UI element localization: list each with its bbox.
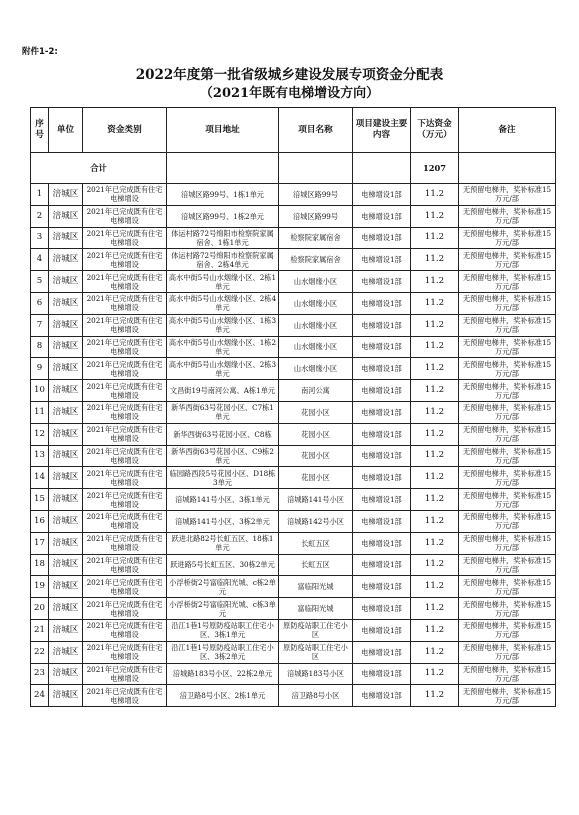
table-row — [31, 641, 556, 663]
cell-content: 电梯增设1部 — [353, 641, 411, 663]
cell-seq: 9 — [31, 358, 49, 380]
cell-name: 富临阳光城 — [279, 598, 353, 620]
cell-seq: 24 — [31, 685, 49, 707]
cell-amount: 11.2 — [411, 184, 459, 206]
total-amount: 1207 — [411, 153, 459, 184]
cell-note: 无预留电梯井，奖补标准15万元/部 — [459, 554, 556, 576]
cell-note: 无预留电梯井，奖补标准15万元/部 — [459, 184, 556, 206]
cell-seq: 13 — [31, 445, 49, 467]
cell-unit: 涪城区 — [49, 314, 83, 336]
cell-name: 长虹五区 — [279, 532, 353, 554]
cell-seq: 21 — [31, 619, 49, 641]
cell-address: 沿江1巷1号原防疫站职工住宅小区、3栋2单元 — [167, 641, 279, 663]
cell-address: 高水中街5号山水烟缘小区、2栋4单元 — [167, 292, 279, 314]
cell-amount: 11.2 — [411, 685, 459, 707]
cell-note: 无预留电梯井，奖补标准15万元/部 — [459, 358, 556, 380]
cell-address: 高水中街5号山水烟缘小区、2栋3单元 — [167, 358, 279, 380]
cell-seq: 1 — [31, 184, 49, 206]
cell-unit: 涪城区 — [49, 445, 83, 467]
cell-content: 电梯增设1部 — [353, 227, 411, 249]
cell-content: 电梯增设1部 — [353, 336, 411, 358]
cell-content: 电梯增设1部 — [353, 249, 411, 271]
cell-amount: 11.2 — [411, 292, 459, 314]
cell-amount: 11.2 — [411, 271, 459, 293]
cell-unit: 涪城区 — [49, 467, 83, 489]
cell-name: 原防疫站职工住宅小区 — [279, 619, 353, 641]
cell-content: 电梯增设1部 — [353, 205, 411, 227]
cell-unit: 涪城区 — [49, 423, 83, 445]
cell-note: 无预留电梯井，奖补标准15万元/部 — [459, 641, 556, 663]
cell-name: 检察院家属宿舍 — [279, 227, 353, 249]
cell-address: 跃进北路82号长虹五区、18栋1单元 — [167, 532, 279, 554]
table-row — [31, 249, 556, 271]
cell-address: 体运村路72号绵阳市检察院家属宿舍、1栋1单元 — [167, 227, 279, 249]
table-row — [31, 184, 556, 206]
cell-content: 电梯增设1部 — [353, 467, 411, 489]
cell-content: 电梯增设1部 — [353, 314, 411, 336]
cell-seq: 22 — [31, 641, 49, 663]
cell-category: 2021年已完成既有住宅电梯增设 — [83, 205, 167, 227]
cell-note: 无预留电梯井，奖补标准15万元/部 — [459, 663, 556, 685]
cell-content: 电梯增设1部 — [353, 292, 411, 314]
cell-amount: 11.2 — [411, 336, 459, 358]
cell-amount: 11.2 — [411, 576, 459, 598]
attachment-label: 附件1-2: — [22, 47, 58, 57]
cell-name: 花园小区 — [279, 445, 353, 467]
cell-amount: 11.2 — [411, 554, 459, 576]
cell-address: 小浮桥街2号富临阳光城、c栋2单元 — [167, 576, 279, 598]
cell-note: 无预留电梯井，奖补标准15万元/部 — [459, 532, 556, 554]
cell-seq: 4 — [31, 249, 49, 271]
cell-address: 文昌街19号南河公寓、A栋1单元 — [167, 380, 279, 402]
cell-unit: 涪城区 — [49, 227, 83, 249]
cell-address: 临园路西段5号花园小区、D18栋3单元 — [167, 467, 279, 489]
cell-note: 无预留电梯井，奖补标准15万元/部 — [459, 336, 556, 358]
cell-note: 无预留电梯井，奖补标准15万元/部 — [459, 314, 556, 336]
cell-category: 2021年已完成既有住宅电梯增设 — [83, 685, 167, 707]
cell-content: 电梯增设1部 — [353, 423, 411, 445]
cell-note: 无预留电梯井，奖补标准15万元/部 — [459, 205, 556, 227]
header-name: 项目名称 — [279, 108, 353, 153]
cell-name: 长虹五区 — [279, 554, 353, 576]
cell-category: 2021年已完成既有住宅电梯增设 — [83, 576, 167, 598]
cell-amount: 11.2 — [411, 445, 459, 467]
cell-unit: 涪城区 — [49, 292, 83, 314]
cell-name: 山水烟缘小区 — [279, 271, 353, 293]
cell-address: 新华西街63号花园小区、C8栋 — [167, 423, 279, 445]
cell-address: 涪城区路99号、1栋1单元 — [167, 184, 279, 206]
cell-unit: 涪城区 — [49, 380, 83, 402]
document-title: 2022年度第一批省级城乡建设发展专项资金分配表 — [135, 67, 444, 83]
total-row — [31, 153, 556, 184]
header-seq: 序号 — [31, 108, 49, 153]
cell-content: 电梯增设1部 — [353, 401, 411, 423]
table-row — [31, 510, 556, 532]
cell-category: 2021年已完成既有住宅电梯增设 — [83, 314, 167, 336]
cell-unit: 涪城区 — [49, 271, 83, 293]
cell-category: 2021年已完成既有住宅电梯增设 — [83, 619, 167, 641]
cell-amount: 11.2 — [411, 641, 459, 663]
cell-category: 2021年已完成既有住宅电梯增设 — [83, 663, 167, 685]
cell-amount: 11.2 — [411, 401, 459, 423]
table-row — [31, 336, 556, 358]
total-empty-cell — [279, 153, 353, 184]
table-row — [31, 423, 556, 445]
cell-name: 涪城区路99号 — [279, 184, 353, 206]
cell-content: 电梯增设1部 — [353, 532, 411, 554]
cell-note: 无预留电梯井，奖补标准15万元/部 — [459, 227, 556, 249]
cell-seq: 6 — [31, 292, 49, 314]
table-row — [31, 205, 556, 227]
cell-name: 原防疫站职工住宅小区 — [279, 641, 353, 663]
cell-category: 2021年已完成既有住宅电梯增设 — [83, 423, 167, 445]
cell-note: 无预留电梯井，奖补标准15万元/部 — [459, 467, 556, 489]
cell-address: 小浮桥街2号富临阳光城、c栋3单元 — [167, 598, 279, 620]
cell-category: 2021年已完成既有住宅电梯增设 — [83, 510, 167, 532]
table-row — [31, 380, 556, 402]
cell-content: 电梯增设1部 — [353, 619, 411, 641]
table-row — [31, 227, 556, 249]
cell-address: 涪卫路8号小区、2栋1单元 — [167, 685, 279, 707]
cell-category: 2021年已完成既有住宅电梯增设 — [83, 271, 167, 293]
cell-address: 新华西街63号花园小区、C7栋1单元 — [167, 401, 279, 423]
cell-category: 2021年已完成既有住宅电梯增设 — [83, 249, 167, 271]
cell-name: 花园小区 — [279, 467, 353, 489]
cell-unit: 涪城区 — [49, 358, 83, 380]
cell-name: 山水烟缘小区 — [279, 358, 353, 380]
cell-amount: 11.2 — [411, 532, 459, 554]
cell-content: 电梯增设1部 — [353, 663, 411, 685]
cell-unit: 涪城区 — [49, 663, 83, 685]
cell-address: 高水中街5号山水烟缘小区、1栋3单元 — [167, 314, 279, 336]
cell-seq: 23 — [31, 663, 49, 685]
cell-unit: 涪城区 — [49, 641, 83, 663]
cell-unit: 涪城区 — [49, 619, 83, 641]
cell-amount: 11.2 — [411, 249, 459, 271]
cell-seq: 11 — [31, 401, 49, 423]
table-row — [31, 358, 556, 380]
cell-content: 电梯增设1部 — [353, 598, 411, 620]
table-row — [31, 401, 556, 423]
cell-content: 电梯增设1部 — [353, 576, 411, 598]
cell-unit: 涪城区 — [49, 401, 83, 423]
table-row — [31, 292, 556, 314]
cell-unit: 涪城区 — [49, 205, 83, 227]
cell-address: 沿江1巷1号原防疫站职工住宅小区、3栋1单元 — [167, 619, 279, 641]
cell-amount: 11.2 — [411, 227, 459, 249]
cell-address: 涪城路183号小区、22栋2单元 — [167, 663, 279, 685]
cell-category: 2021年已完成既有住宅电梯增设 — [83, 467, 167, 489]
total-empty-cell — [167, 153, 279, 184]
header-amount: 下达资金（万元） — [411, 108, 459, 153]
header-address: 项目地址 — [167, 108, 279, 153]
cell-amount: 11.2 — [411, 467, 459, 489]
allocation-table — [30, 107, 556, 707]
table-row — [31, 467, 556, 489]
cell-address: 涪城路141号小区、3栋2单元 — [167, 510, 279, 532]
cell-name: 涪城路142号小区 — [279, 510, 353, 532]
total-empty-cell — [459, 153, 556, 184]
table-row — [31, 663, 556, 685]
cell-name: 涪城路141号小区 — [279, 489, 353, 511]
cell-unit: 涪城区 — [49, 336, 83, 358]
cell-address: 涪城路141号小区、3栋1单元 — [167, 489, 279, 511]
table-row — [31, 271, 556, 293]
cell-note: 无预留电梯井，奖补标准15万元/部 — [459, 423, 556, 445]
cell-address: 体运村路72号绵阳市检察院家属宿舍、2栋4单元 — [167, 249, 279, 271]
total-empty-cell — [353, 153, 411, 184]
cell-seq: 17 — [31, 532, 49, 554]
table-row — [31, 314, 556, 336]
cell-address: 高水中街5号山水烟缘小区、2栋1单元 — [167, 271, 279, 293]
cell-unit: 涪城区 — [49, 576, 83, 598]
cell-category: 2021年已完成既有住宅电梯增设 — [83, 292, 167, 314]
cell-content: 电梯增设1部 — [353, 445, 411, 467]
cell-category: 2021年已完成既有住宅电梯增设 — [83, 227, 167, 249]
cell-name: 南河公寓 — [279, 380, 353, 402]
cell-content: 电梯增设1部 — [353, 184, 411, 206]
cell-unit: 涪城区 — [49, 685, 83, 707]
header-content: 项目建设主要内容 — [353, 108, 411, 153]
cell-note: 无预留电梯井，奖补标准15万元/部 — [459, 598, 556, 620]
table-row — [31, 619, 556, 641]
cell-category: 2021年已完成既有住宅电梯增设 — [83, 445, 167, 467]
table-row — [31, 685, 556, 707]
header-note: 备注 — [459, 108, 556, 153]
cell-seq: 18 — [31, 554, 49, 576]
cell-content: 电梯增设1部 — [353, 554, 411, 576]
table-row — [31, 554, 556, 576]
cell-name: 山水烟缘小区 — [279, 314, 353, 336]
cell-note: 无预留电梯井，奖补标准15万元/部 — [459, 249, 556, 271]
table-row — [31, 489, 556, 511]
cell-name: 山水烟缘小区 — [279, 336, 353, 358]
cell-name: 花园小区 — [279, 423, 353, 445]
header-unit: 单位 — [49, 108, 83, 153]
cell-note: 无预留电梯井，奖补标准15万元/部 — [459, 685, 556, 707]
cell-unit: 涪城区 — [49, 184, 83, 206]
cell-category: 2021年已完成既有住宅电梯增设 — [83, 358, 167, 380]
cell-category: 2021年已完成既有住宅电梯增设 — [83, 401, 167, 423]
cell-seq: 7 — [31, 314, 49, 336]
table-row — [31, 598, 556, 620]
cell-unit: 涪城区 — [49, 554, 83, 576]
cell-seq: 5 — [31, 271, 49, 293]
cell-address: 新华西街63号花园小区、C9栋2单元 — [167, 445, 279, 467]
cell-seq: 16 — [31, 510, 49, 532]
cell-note: 无预留电梯井，奖补标准15万元/部 — [459, 576, 556, 598]
cell-address: 高水中街5号山水烟缘小区、1栋2单元 — [167, 336, 279, 358]
cell-amount: 11.2 — [411, 314, 459, 336]
cell-amount: 11.2 — [411, 358, 459, 380]
cell-name: 富临阳光城 — [279, 576, 353, 598]
cell-category: 2021年已完成既有住宅电梯增设 — [83, 598, 167, 620]
table-row — [31, 576, 556, 598]
cell-content: 电梯增设1部 — [353, 510, 411, 532]
table-row — [31, 532, 556, 554]
cell-seq: 3 — [31, 227, 49, 249]
cell-category: 2021年已完成既有住宅电梯增设 — [83, 532, 167, 554]
cell-note: 无预留电梯井，奖补标准15万元/部 — [459, 271, 556, 293]
cell-amount: 11.2 — [411, 510, 459, 532]
cell-note: 无预留电梯井，奖补标准15万元/部 — [459, 510, 556, 532]
cell-amount: 11.2 — [411, 663, 459, 685]
cell-category: 2021年已完成既有住宅电梯增设 — [83, 554, 167, 576]
cell-content: 电梯增设1部 — [353, 685, 411, 707]
cell-note: 无预留电梯井，奖补标准15万元/部 — [459, 489, 556, 511]
cell-name: 涪城区路99号 — [279, 205, 353, 227]
cell-amount: 11.2 — [411, 380, 459, 402]
cell-category: 2021年已完成既有住宅电梯增设 — [83, 380, 167, 402]
cell-unit: 涪城区 — [49, 598, 83, 620]
cell-name: 涪卫路8号小区 — [279, 685, 353, 707]
cell-content: 电梯增设1部 — [353, 489, 411, 511]
cell-seq: 19 — [31, 576, 49, 598]
cell-address: 涪城区路99号、1栋2单元 — [167, 205, 279, 227]
cell-category: 2021年已完成既有住宅电梯增设 — [83, 641, 167, 663]
cell-note: 无预留电梯井，奖补标准15万元/部 — [459, 380, 556, 402]
cell-category: 2021年已完成既有住宅电梯增设 — [83, 184, 167, 206]
cell-amount: 11.2 — [411, 598, 459, 620]
cell-unit: 涪城区 — [49, 249, 83, 271]
cell-note: 无预留电梯井，奖补标准15万元/部 — [459, 445, 556, 467]
cell-amount: 11.2 — [411, 423, 459, 445]
cell-amount: 11.2 — [411, 489, 459, 511]
cell-category: 2021年已完成既有住宅电梯增设 — [83, 336, 167, 358]
total-label: 合计 — [31, 153, 167, 184]
cell-name: 检察院家属宿舍 — [279, 249, 353, 271]
cell-content: 电梯增设1部 — [353, 380, 411, 402]
cell-content: 电梯增设1部 — [353, 358, 411, 380]
cell-name: 山水烟缘小区 — [279, 292, 353, 314]
cell-seq: 15 — [31, 489, 49, 511]
cell-unit: 涪城区 — [49, 489, 83, 511]
table-row — [31, 445, 556, 467]
cell-note: 无预留电梯井，奖补标准15万元/部 — [459, 292, 556, 314]
header-category: 资金类别 — [83, 108, 167, 153]
cell-seq: 2 — [31, 205, 49, 227]
header-row — [31, 108, 556, 153]
cell-seq: 20 — [31, 598, 49, 620]
cell-note: 无预留电梯井，奖补标准15万元/部 — [459, 401, 556, 423]
cell-seq: 8 — [31, 336, 49, 358]
cell-unit: 涪城区 — [49, 532, 83, 554]
cell-unit: 涪城区 — [49, 510, 83, 532]
cell-name: 涪城路183号小区 — [279, 663, 353, 685]
cell-category: 2021年已完成既有住宅电梯增设 — [83, 489, 167, 511]
cell-content: 电梯增设1部 — [353, 271, 411, 293]
cell-amount: 11.2 — [411, 205, 459, 227]
cell-seq: 14 — [31, 467, 49, 489]
cell-seq: 10 — [31, 380, 49, 402]
cell-amount: 11.2 — [411, 619, 459, 641]
cell-address: 跃进路5号长虹五区、30栋2单元 — [167, 554, 279, 576]
cell-seq: 12 — [31, 423, 49, 445]
cell-name: 花园小区 — [279, 401, 353, 423]
document-subtitle: （2021年既有电梯增设方向） — [199, 86, 380, 101]
cell-note: 无预留电梯井，奖补标准15万元/部 — [459, 619, 556, 641]
